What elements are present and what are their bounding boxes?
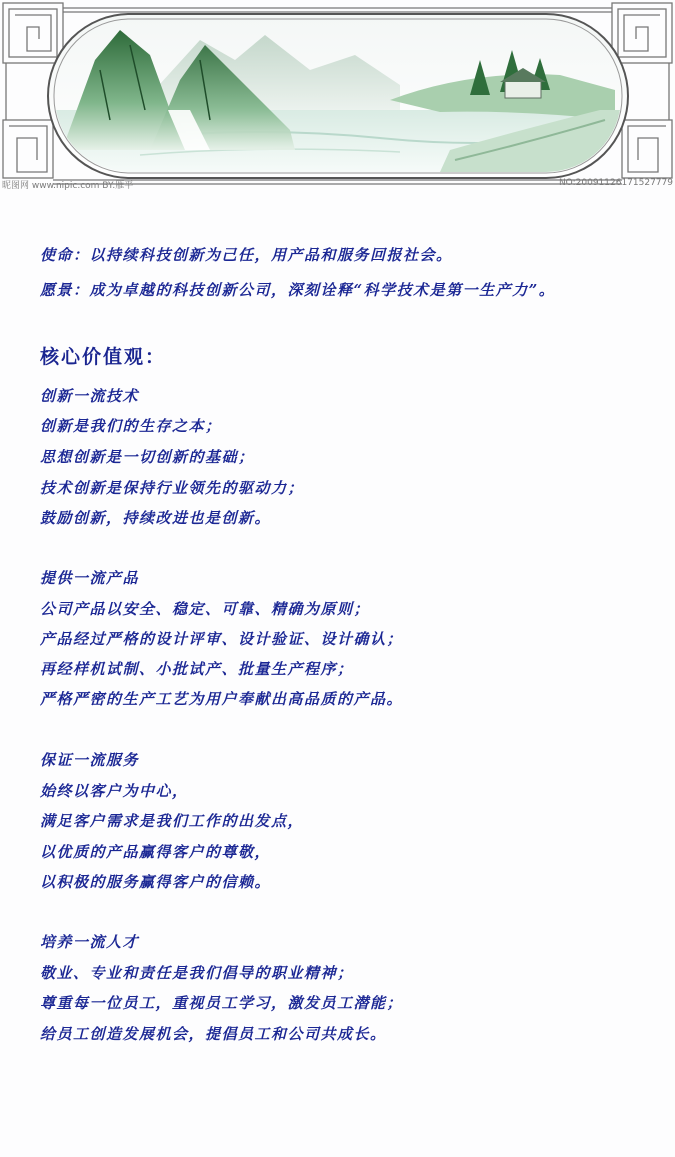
section-line: 产品经过严格的设计评审、设计验证、设计确认； xyxy=(40,630,404,648)
core-values-heading: 核心价值观： xyxy=(40,346,167,368)
section-title: 提供一流产品 xyxy=(40,569,140,587)
mission-label: 使命： xyxy=(40,246,90,264)
section-title: 保证一流服务 xyxy=(40,751,140,769)
section-title: 创新一流技术 xyxy=(40,387,140,405)
section-line: 以积极的服务赢得客户的信赖。 xyxy=(40,873,272,891)
section-title: 培养一流人才 xyxy=(40,933,140,951)
section-line: 尊重每一位员工，重视员工学习，激发员工潜能； xyxy=(40,994,404,1012)
section-line: 思想创新是一切创新的基础； xyxy=(40,448,255,466)
section-line: 公司产品以安全、稳定、可靠、精确为原则； xyxy=(40,600,371,618)
landscape-banner-image xyxy=(0,0,675,194)
watermark-left: 昵图网 www.nipic.com BY:雁平 xyxy=(2,181,134,191)
vision-statement xyxy=(40,279,555,300)
mission-statement xyxy=(40,244,453,265)
section-line: 严格严密的生产工艺为用户奉献出高品质的产品。 xyxy=(40,690,404,708)
watermark-right: NO:20091126171527779 xyxy=(558,178,673,188)
section-line: 始终以客户为中心， xyxy=(40,782,189,800)
section-line: 技术创新是保持行业领先的驱动力； xyxy=(40,479,305,497)
section-line: 创新是我们的生存之本； xyxy=(40,417,222,435)
section-line: 给员工创造发展机会，提倡员工和公司共成长。 xyxy=(40,1025,387,1043)
vision-label: 愿景： xyxy=(40,281,90,299)
section-line: 满足客户需求是我们工作的出发点， xyxy=(40,812,305,830)
section-line: 以优质的产品赢得客户的尊敬， xyxy=(40,843,272,861)
section-line: 鼓励创新，持续改进也是创新。 xyxy=(40,509,272,527)
section-line: 再经样机试制、小批试产、批量生产程序； xyxy=(40,660,354,678)
section-line: 敬业、专业和责任是我们倡导的职业精神； xyxy=(40,964,354,982)
vision-text: 成为卓越的科技创新公司，深刻诠释“科学技术是第一生产力”。 xyxy=(89,281,556,299)
mission-text: 以持续科技创新为己任，用产品和服务回报社会。 xyxy=(89,246,453,264)
